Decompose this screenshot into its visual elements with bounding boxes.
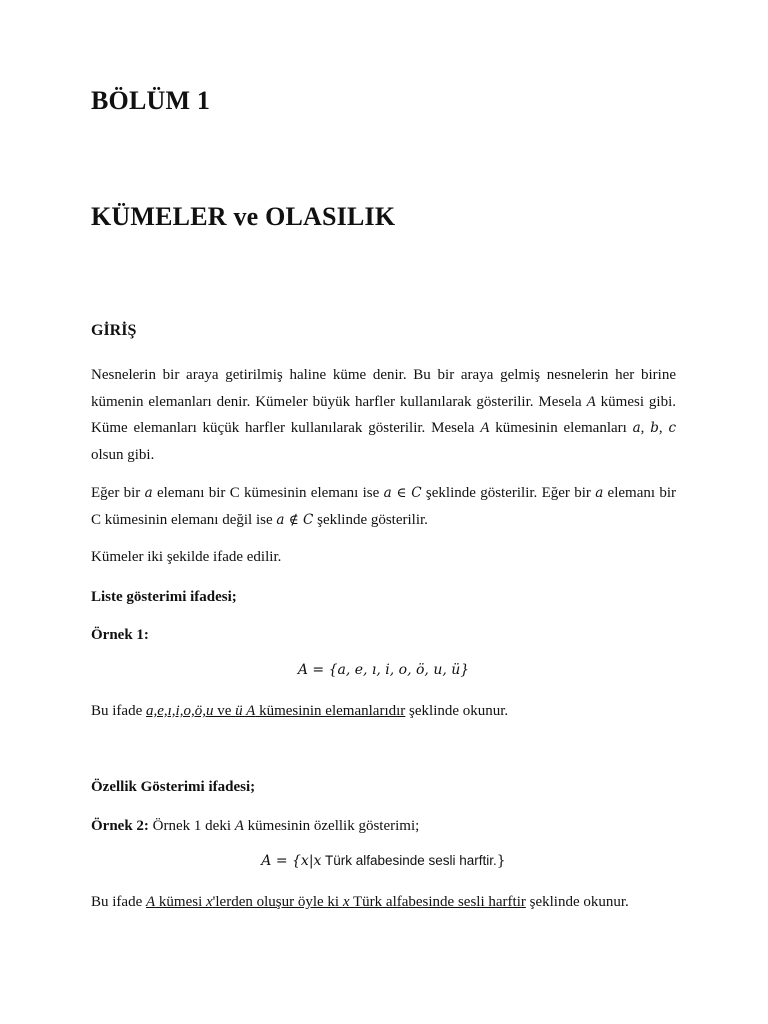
intro-paragraph xyxy=(91,362,676,468)
intro-text-3: kümesinin elemanları xyxy=(489,420,633,436)
example-2-line xyxy=(91,813,676,840)
membership-text-3: şeklinde gösterilir. Eğer bir xyxy=(421,485,596,501)
list-reading-paragraph xyxy=(91,698,676,725)
list-reading-elements: a,e,ı,i,o,ö,u xyxy=(145,703,214,719)
membership-text-4: elemanı bir C kümesinin elemanı değil ise xyxy=(91,485,676,528)
property-reading-paragraph xyxy=(91,889,676,916)
property-reading-set-a: A xyxy=(145,894,156,910)
example-2-label: Örnek 2: xyxy=(91,818,149,834)
formula-list-notation xyxy=(91,662,676,678)
chapter-title: KÜMELER ve OLASILIK xyxy=(91,202,396,231)
list-reading-text-3: kümesinin elemanlarıdır xyxy=(255,703,406,719)
membership-elem-a: a xyxy=(144,485,153,501)
formula-property-notation xyxy=(91,853,676,869)
property-reading-text-3: 'lerden oluşur öyle ki xyxy=(212,894,343,910)
list-reading-and: ve xyxy=(213,703,236,719)
intro-text-4: olsun gibi. xyxy=(91,446,155,463)
example-1-heading: Örnek 1: xyxy=(91,627,149,643)
formula-2-lhs: A = {x|x xyxy=(261,853,322,869)
example-2-text-2: kümesinin özellik gösterimi; xyxy=(243,818,420,834)
membership-elem-a-2: a xyxy=(595,485,604,501)
intro-elem-b: b xyxy=(650,420,659,436)
membership-in-formula: a ∈ C xyxy=(383,485,422,501)
property-reading-x-1: x xyxy=(206,894,213,910)
property-notation-heading: Özellik Gösterimi ifadesi; xyxy=(91,779,256,795)
property-reading-text-5: şeklinde okunur. xyxy=(525,894,629,910)
list-reading-text-4: şeklinde okunur. xyxy=(405,703,509,719)
formula-2-text: Türk alfabesinde sesli harftir. xyxy=(321,853,497,868)
example-2-text-1: Örnek 1 deki xyxy=(148,818,235,834)
intro-elem-a: a xyxy=(632,420,641,436)
membership-notin-formula: a ∉ C xyxy=(276,511,314,528)
membership-text-2: elemanı bir C kümesinin elemanı ise xyxy=(152,485,384,501)
property-reading-text-1: Bu ifade xyxy=(91,894,146,910)
chapter-heading: BÖLÜM 1 xyxy=(91,86,211,115)
list-notation-heading: Liste gösterimi ifadesi; xyxy=(91,589,237,605)
list-reading-u-a: ü A xyxy=(235,703,256,719)
formula-2-rhs: } xyxy=(496,853,506,869)
two-ways-sentence: Kümeler iki şekilde ifade edilir. xyxy=(91,549,282,565)
intro-set-a-2: A xyxy=(480,420,490,436)
membership-text-5: şeklinde gösterilir. xyxy=(313,511,428,528)
section-heading: GİRİŞ xyxy=(91,322,137,339)
intro-comma-1: , xyxy=(640,420,651,436)
example-2-set-a: A xyxy=(234,818,244,834)
property-reading-x-2: x xyxy=(342,894,350,910)
formula-1-text: A = {a, e, ı, i, o, ö, u, ü} xyxy=(297,662,470,678)
intro-text-2: kümesi gibi. Küme elemanları küçük harfler kullanılarak gösterilir. Mesela xyxy=(91,393,676,436)
property-reading-text-2: kümesi xyxy=(155,894,206,910)
membership-text-1: Eğer bir xyxy=(91,485,145,501)
intro-comma-2: , xyxy=(658,420,669,436)
list-reading-text-1: Bu ifade xyxy=(91,703,146,719)
intro-text-1: Nesnelerin bir araya getirilmiş haline küme denir. Bu bir araya gelmiş nesnelerin her birine kümenin elemanları denir. Kümeler büyük harfler kullanılarak gösterilir. Mesela xyxy=(91,367,676,410)
intro-set-a: A xyxy=(586,393,596,410)
membership-paragraph xyxy=(91,480,676,533)
property-reading-text-4: Türk alfabesinde sesli harftir xyxy=(349,894,526,910)
intro-elem-c: c xyxy=(668,420,677,436)
